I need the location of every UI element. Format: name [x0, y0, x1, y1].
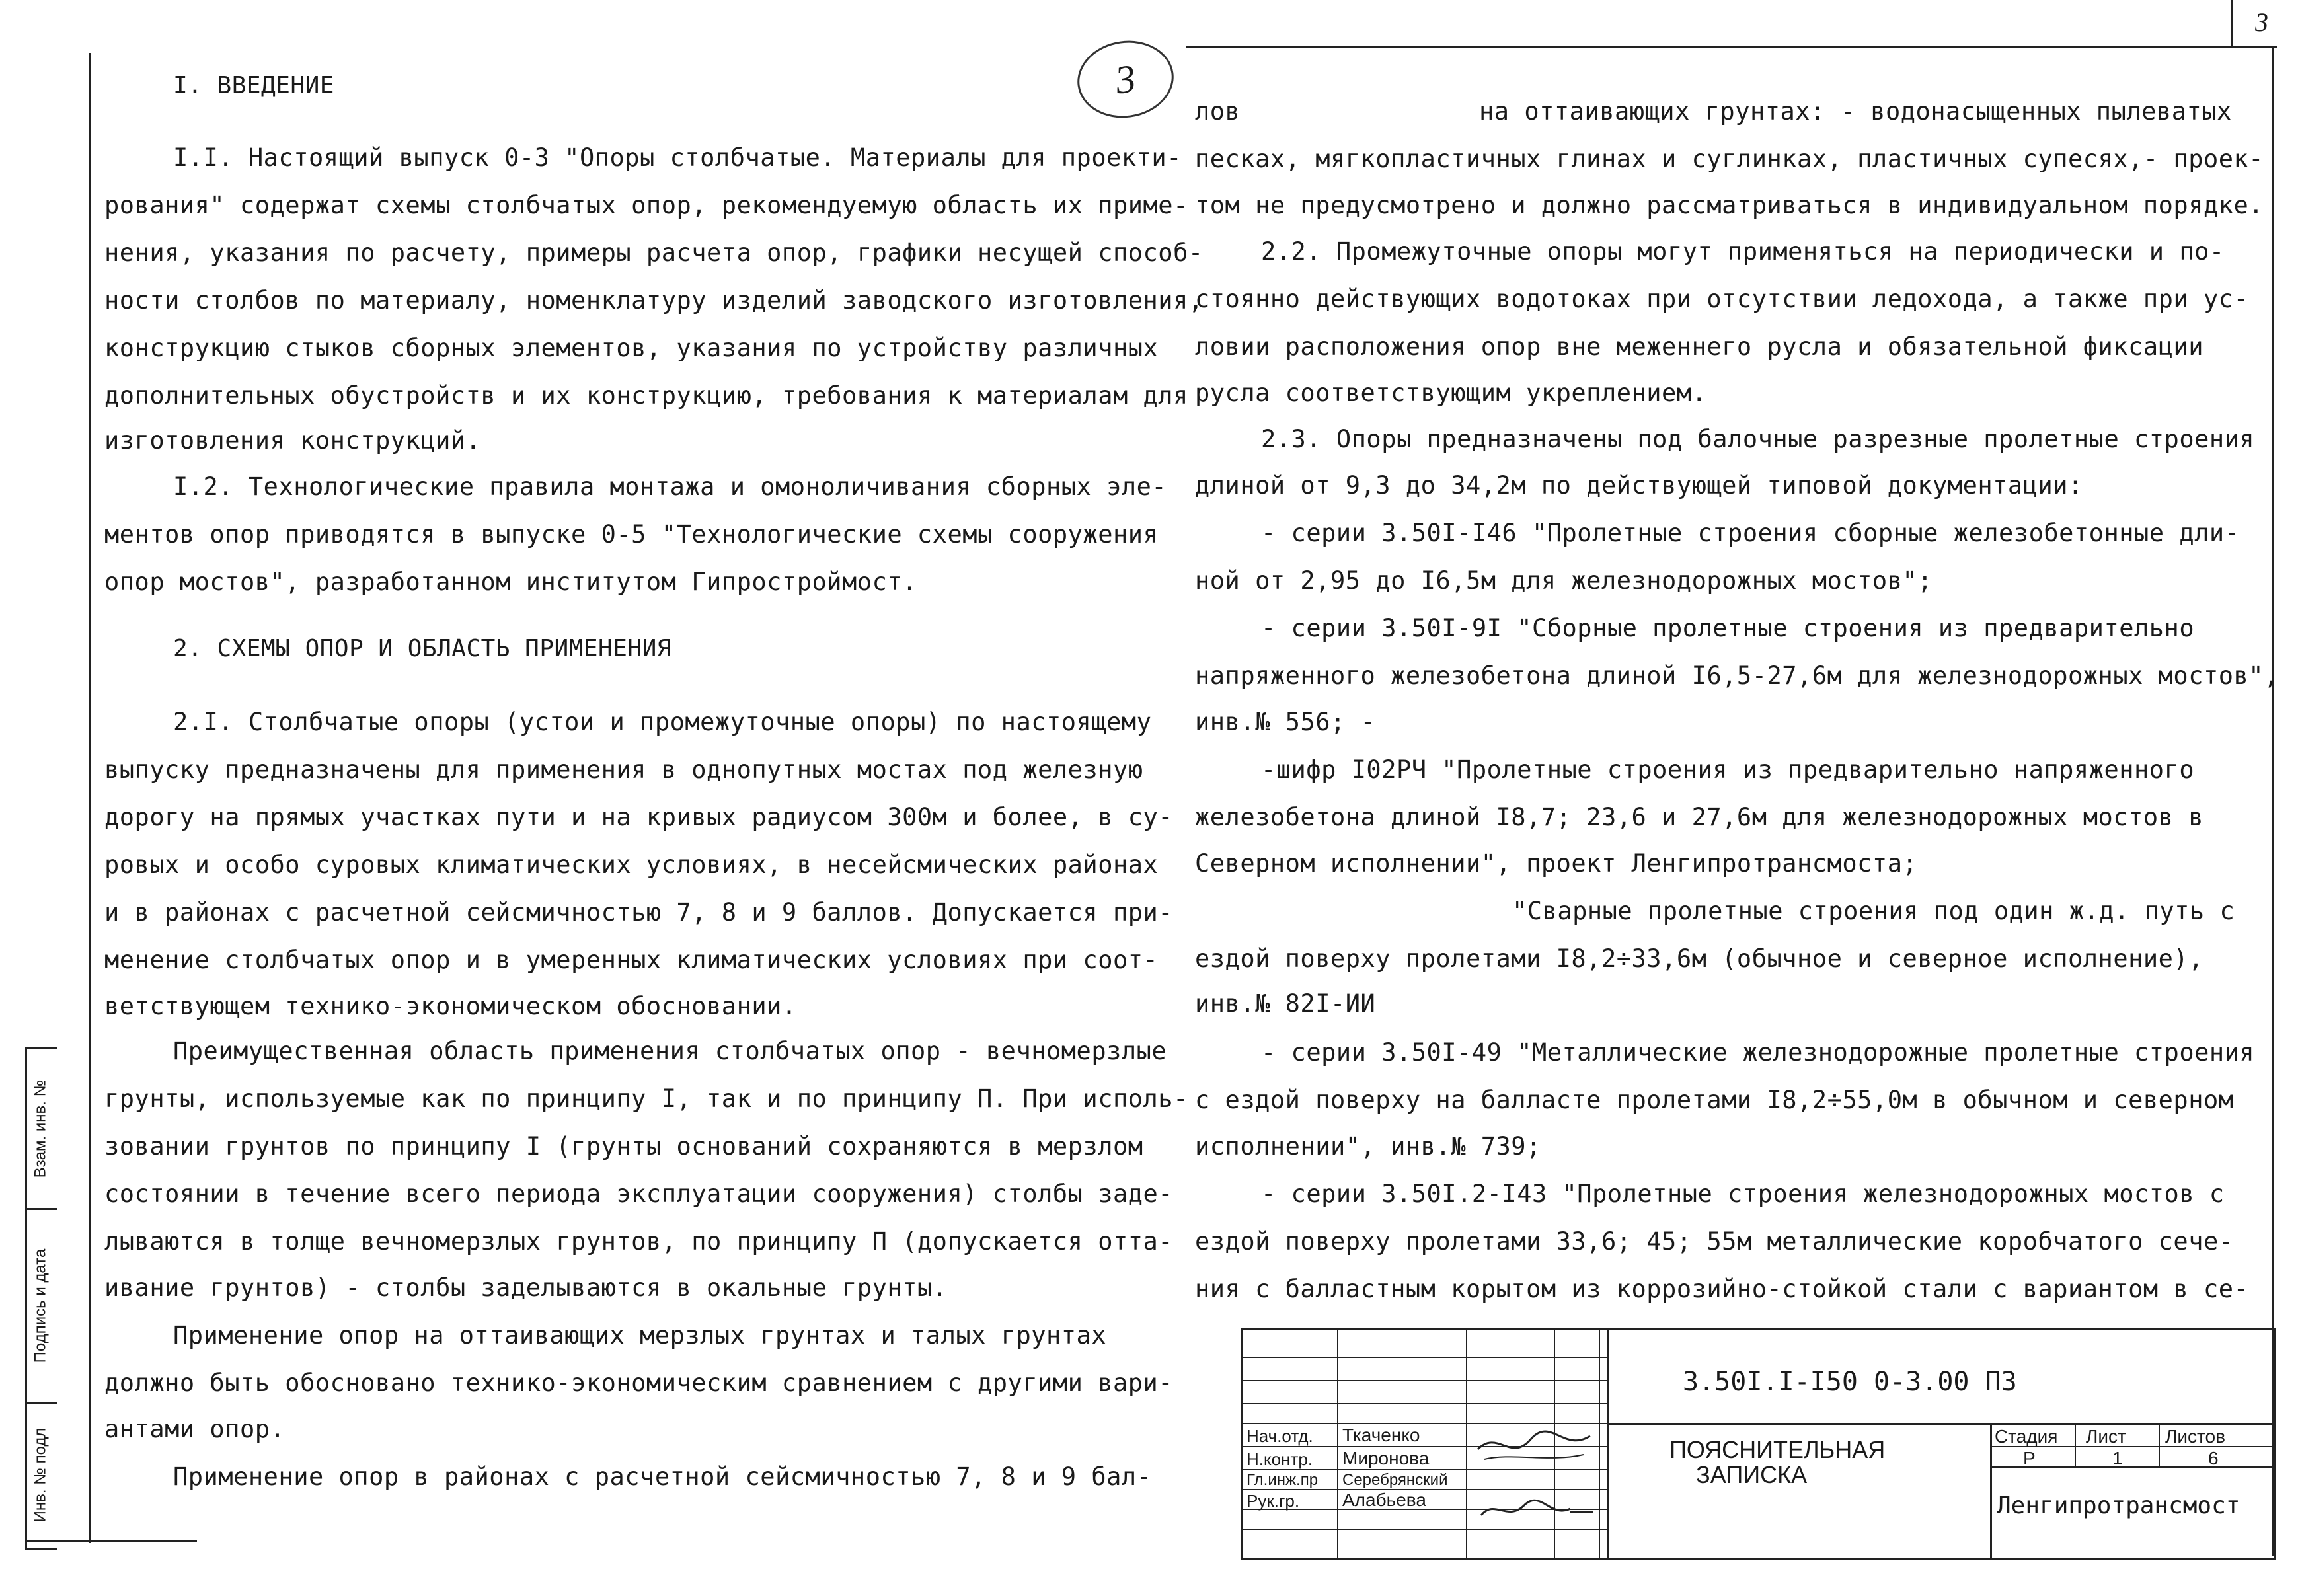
left-text-line: дорогу на прямых участках пути и на кривых радиусом 300м и более, в су- — [104, 803, 1174, 831]
left-text-line: должно быть обосновано технико-экономическим сравнением с другими вари- — [104, 1369, 1174, 1397]
right-text-line: 2.2. Промежуточные опоры могут применяться на периодически и по- — [1261, 237, 2225, 266]
right-text-line: ездой поверху пролетами 33,6; 45; 55м металлические коробчатого сече- — [1195, 1227, 2234, 1256]
right-text-line: ездой поверху пролетами I8,2÷33,6м (обычное и северное исполнение), — [1195, 944, 2203, 973]
right-text-line: - серии 3.50I-I46 "Пролетные строения сборные железобетонные дли- — [1261, 519, 2240, 547]
left-text-line: выпуску предназначены для применения в однопутных мостах под железную — [104, 755, 1143, 784]
left-text-line: ветствующем технико-экономическом обосновании. — [104, 992, 797, 1020]
doc-title-line2: ЗАПИСКА — [1696, 1461, 1808, 1488]
right-text-line: "Сварные пролетные строения под один ж.д. путь с — [1512, 897, 2235, 925]
right-text-line: -шифр I02РЧ "Пролетные строения из предварительно напряженного — [1261, 755, 2195, 784]
name-1: Ткаченко — [1342, 1425, 1420, 1445]
name-3: Серебрянский — [1342, 1471, 1448, 1489]
role-1: Нач.отд. — [1246, 1426, 1313, 1446]
stage-value: Р — [2023, 1448, 2036, 1468]
right-text-line: длиной от 9,3 до 34,2м по действующей типовой документации: — [1195, 471, 2083, 500]
right-text-line: - серии 3.50I.2-I43 "Пролетные строения железнодорожных мостов с — [1261, 1180, 2225, 1208]
name-2: Миронова — [1342, 1448, 1430, 1468]
left-text-line: опор мостов", разработанном институтом Гипростроймост. — [104, 568, 917, 596]
right-text-line: железобетона длиной I8,7; 23,6 и 27,6м для железнодорожных мостов в — [1195, 803, 2203, 831]
sheets-label: Листов — [2165, 1426, 2225, 1447]
left-text-line: лываются в толще вечномерзлых грунтов, по принципу П (допускается отта- — [104, 1227, 1174, 1256]
sheet-label: Лист — [2086, 1426, 2126, 1447]
right-text-line: инв.№ 556; - — [1195, 708, 1376, 736]
organization: Ленгипротрансмост — [1997, 1492, 2241, 1519]
left-text-line: рования" содержат схемы столбчатых опор, рекомендуемую область их приме- — [104, 191, 1188, 219]
right-text-line: том не предусмотрено и должно рассматриваться в индивидуальном порядке. — [1195, 191, 2264, 219]
doc-code: 3.50I.I-I50 0-3.00 ПЗ — [1683, 1367, 2017, 1397]
left-text-line: ровых и особо суровых климатических условиях, в несейсмических районах — [104, 851, 1159, 879]
name-4: Алабьева — [1342, 1490, 1426, 1510]
left-text-line: и в районах с расчетной сейсмичностью 7, 8 и 9 баллов. Допускается при- — [104, 898, 1174, 927]
left-text-line: нения, указания по расчету, примеры расчета опор, графики несущей способ- — [104, 239, 1204, 267]
right-text-line: исполнении", инв.№ 739; — [1195, 1132, 1541, 1160]
signature-1 — [1471, 1423, 1597, 1469]
left-text-line: ивание грунтов) - столбы заделываются в окальные грунты. — [104, 1273, 948, 1302]
sidebar-stamp — [25, 1047, 57, 1550]
right-text-line: русла соответствующим укреплением. — [1195, 379, 1707, 407]
circled-sheet-number: 3 — [1073, 34, 1179, 124]
stage-label: Стадия — [1995, 1426, 2058, 1447]
left-text-line: 2.I. Столбчатые опоры (устои и промежуточные опоры) по настоящему — [173, 708, 1152, 736]
right-text-line: инв.№ 82I-ИИ — [1195, 989, 1376, 1018]
left-text-line: антами опор. — [104, 1415, 286, 1443]
right-text-line: - серии 3.50I-9I "Сборные пролетные строения из предварительно — [1261, 614, 2195, 642]
right-text-line: напряженного железобетона длиной I6,5-27,6м для железнодорожных мостов", — [1195, 662, 2279, 690]
page-number: 3 — [2255, 7, 2268, 37]
right-text-line: стоянно действующих водотоках при отсутствии ледохода, а также при ус- — [1195, 285, 2249, 313]
left-text-line: зовании грунтов по принципу I (грунты оснований сохраняются в мерзлом — [104, 1132, 1143, 1160]
doc-title-line1: ПОЯСНИТЕЛЬНАЯ — [1669, 1436, 1886, 1463]
right-text-line: Северном исполнении", проект Ленгипротрансмоста; — [1195, 849, 1918, 878]
title-block — [1241, 1328, 2276, 1560]
right-text-line: с ездой поверху на балласте пролетами I8,2÷55,0м в обычном и северном — [1195, 1086, 2234, 1114]
right-text-line: ной от 2,95 до I6,5м для железнодорожных мостов"; — [1195, 566, 1933, 595]
left-text-line: ментов опор приводятся в выпуске 0-5 "Технологические схемы сооружения — [104, 520, 1159, 549]
left-text-line: изготовления конструкций. — [104, 426, 481, 455]
sidebar-podpis-data: Подпись и дата — [31, 1248, 49, 1363]
signature-2 — [1471, 1492, 1597, 1529]
left-text-line: I. ВВЕДЕНИЕ — [173, 72, 334, 99]
left-margin-line — [89, 53, 91, 1543]
left-text-line: грунты, используемые как по принципу I, так и по принципу П. При исполь- — [104, 1084, 1188, 1113]
sidebar-vzam-inv: Взам. инв. № — [31, 1079, 49, 1178]
right-text-line: ния с балластным корытом из коррозийно-стойкой стали с вариантом в се- — [1195, 1275, 2249, 1303]
sheets-value: 6 — [2208, 1448, 2219, 1468]
left-text-line: Применение опор на оттаивающих мерзлых грунтах и талых грунтах — [173, 1321, 1107, 1349]
left-text-line: I.2. Технологические правила монтажа и омоноличивания сборных эле- — [173, 473, 1167, 501]
right-text-line: ловии расположения опор вне меженнего русла и обязательной фиксации — [1195, 332, 2203, 361]
left-text-line: состоянии в течение всего периода эксплуатации сооружения) столбы заде- — [104, 1180, 1174, 1208]
sidebar-inv-podl: Инв. № подл — [31, 1427, 50, 1522]
top-right-divider — [2231, 0, 2233, 46]
right-text-line: 2.3. Опоры предназначены под балочные разрезные пролетные строения — [1261, 425, 2255, 453]
left-text-line: ности столбов по материалу, номенклатуру изделий заводского изготовления, — [104, 286, 1204, 315]
left-text-line: дополнительных обустройств и их конструкцию, требования к материалам для — [104, 381, 1188, 410]
role-4: Рук.гр. — [1246, 1491, 1300, 1511]
right-text-line: - серии 3.50I-49 "Металлические железнодорожные пролетные строения — [1261, 1038, 2255, 1067]
role-3: Гл.инж.пр — [1246, 1471, 1319, 1489]
right-text-line: лов — [1195, 97, 1241, 126]
right-text-line: на оттаивающих грунтах: - водонасыщенных пылеватых — [1479, 97, 2232, 126]
left-text-line: I.I. Настоящий выпуск 0-3 "Опоры столбчатые. Материалы для проекти- — [173, 143, 1182, 172]
right-top-rule — [1186, 46, 2277, 48]
left-text-line: конструкцию стыков сборных элементов, указания по устройству различных — [104, 334, 1159, 362]
left-text-line: Применение опор в районах с расчетной сейсмичностью 7, 8 и 9 бал- — [173, 1463, 1152, 1491]
role-2: Н.контр. — [1246, 1449, 1313, 1469]
right-text-line: песках, мягкопластичных глинах и суглинках, пластичных супесях,- проек- — [1195, 145, 2264, 173]
sheet-value: 1 — [2112, 1448, 2123, 1468]
left-text-line: 2. СХЕМЫ ОПОР И ОБЛАСТЬ ПРИМЕНЕНИЯ — [173, 635, 671, 662]
left-text-line: Преимущественная область применения столбчатых опор - вечномерзлые — [173, 1037, 1167, 1065]
left-text-line: менение столбчатых опор и в умеренных климатических условиях при соот- — [104, 946, 1159, 974]
